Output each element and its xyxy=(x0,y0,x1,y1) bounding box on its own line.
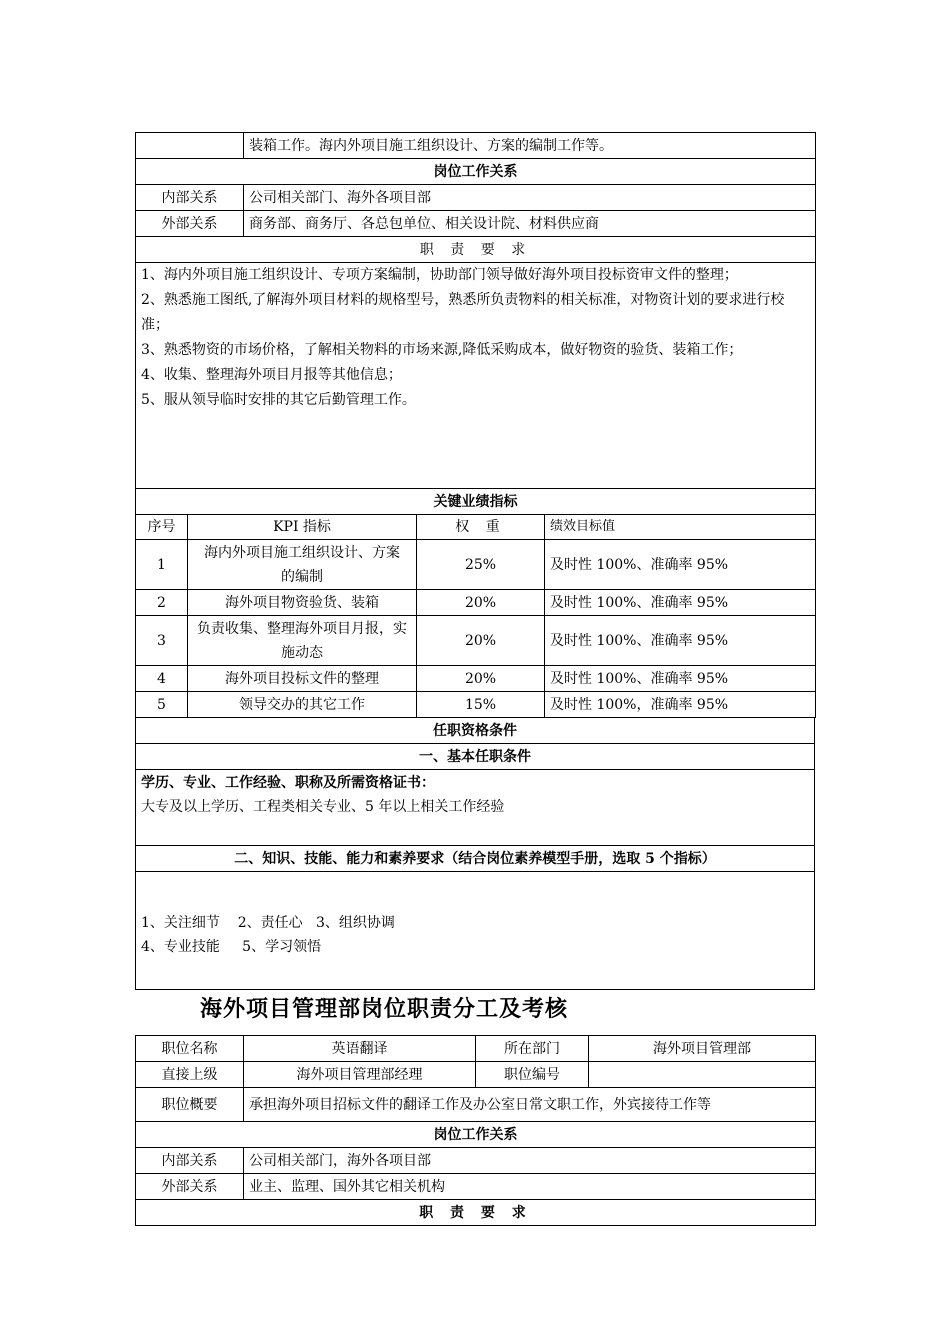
duties-header: 职 责 要 求 xyxy=(136,1200,816,1226)
external-value: 业主、监理、国外其它相关机构 xyxy=(244,1174,816,1200)
code-label: 职位编号 xyxy=(476,1062,589,1088)
duty-item: 2、熟悉施工图纸,了解海外项目材料的规格型号，熟悉所负责物料的相关标准，对物资计划的要求进行校准； xyxy=(141,292,785,333)
kpi-target: 及时性 100%、准确率 95% xyxy=(545,540,816,590)
kpi-no: 3 xyxy=(136,616,188,666)
kpi-weight: 25% xyxy=(417,540,545,590)
duties-header: 职 责 要 求 xyxy=(136,237,816,263)
job-table-continued xyxy=(135,132,815,990)
dept-value: 海外项目管理部 xyxy=(589,1036,816,1062)
summary-label: 职位概要 xyxy=(136,1088,244,1122)
duties-list xyxy=(136,263,816,489)
kpi-weight: 20% xyxy=(417,590,545,616)
duty-item: 1、海内外项目施工组织设计、专项方案编制，协助部门领导做好海外项目投标资审文件的整理； xyxy=(141,267,738,283)
kpi-target: 及时性 100%、准确率 95% xyxy=(545,666,816,692)
job-table-english-translator xyxy=(135,1035,815,1226)
kpi-no: 2 xyxy=(136,590,188,616)
superior-value: 海外项目管理部经理 xyxy=(244,1062,476,1088)
kpi-col-weight: 权 重 xyxy=(417,515,545,540)
kpi-name: 海外项目物资验货、装箱 xyxy=(188,590,417,616)
dept-label: 所在部门 xyxy=(476,1036,589,1062)
kpi-name: 海外项目投标文件的整理 xyxy=(188,666,417,692)
code-value xyxy=(589,1062,816,1088)
relations-table xyxy=(135,132,816,489)
qualification-header: 任职资格条件 xyxy=(136,718,815,744)
position-label: 职位名称 xyxy=(136,1036,244,1062)
table-row xyxy=(136,666,816,692)
kpi-name: 海内外项目施工组织设计、方案的编制 xyxy=(188,540,417,590)
superior-label: 直接上级 xyxy=(136,1062,244,1088)
empty-cell xyxy=(136,133,244,159)
kpi-table xyxy=(135,488,816,718)
position-value: 英语翻译 xyxy=(244,1036,476,1062)
external-label: 外部关系 xyxy=(136,1174,244,1200)
summary-value: 承担海外项目招标文件的翻译工作及办公室日常文职工作，外宾接待工作等 xyxy=(244,1088,816,1122)
qualification-table xyxy=(135,717,815,990)
internal-value: 公司相关部门、海外各项目部 xyxy=(244,185,816,211)
duty-item: 4、收集、整理海外项目月报等其他信息； xyxy=(141,367,402,383)
kpi-no: 5 xyxy=(136,692,188,718)
kpi-target: 及时性 100%、准确率 95% xyxy=(545,616,816,666)
table-row xyxy=(136,616,816,666)
kpi-weight: 20% xyxy=(417,616,545,666)
continued-text: 装箱工作。海内外项目施工组织设计、方案的编制工作等。 xyxy=(244,133,816,159)
kpi-weight: 15% xyxy=(417,692,545,718)
kpi-target: 及时性 100%，准确率 95% xyxy=(545,692,816,718)
page-title: 海外项目管理部岗位职责分工及考核 xyxy=(200,997,569,1022)
kpi-target: 及时性 100%、准确率 95% xyxy=(545,590,816,616)
kpi-no: 4 xyxy=(136,666,188,692)
skills-line: 1、关注细节 2、责任心 3、组织协调 xyxy=(141,914,395,931)
skills-header: 二、知识、技能、能力和素养要求（结合岗位素养模型手册，选取 5 个指标） xyxy=(136,846,815,872)
kpi-name: 领导交办的其它工作 xyxy=(188,692,417,718)
kpi-col-name: KPI 指标 xyxy=(188,515,417,540)
relations-header: 岗位工作关系 xyxy=(136,1122,816,1148)
external-label: 外部关系 xyxy=(136,211,244,237)
table-row xyxy=(136,692,816,718)
education-value: 大专及以上学历、工程类相关专业、5 年以上相关工作经验 xyxy=(141,799,505,815)
kpi-col-target: 绩效目标值 xyxy=(545,515,816,540)
kpi-name: 负责收集、整理海外项目月报，实施动态 xyxy=(188,616,417,666)
internal-label: 内部关系 xyxy=(136,185,244,211)
relations-header: 岗位工作关系 xyxy=(136,159,816,185)
duty-item: 5、服从领导临时安排的其它后勤管理工作。 xyxy=(141,392,416,408)
table-row xyxy=(136,540,816,590)
kpi-header: 关键业绩指标 xyxy=(136,489,816,515)
basic-header: 一、基本任职条件 xyxy=(136,744,815,770)
kpi-weight: 20% xyxy=(417,666,545,692)
internal-label: 内部关系 xyxy=(136,1148,244,1174)
skills-cell xyxy=(136,872,815,990)
table-row xyxy=(136,590,816,616)
kpi-col-no: 序号 xyxy=(136,515,188,540)
internal-value: 公司相关部门，海外各项目部 xyxy=(244,1148,816,1174)
education-cell xyxy=(136,770,815,846)
education-label: 学历、专业、工作经验、职称及所需资格证书： xyxy=(141,775,435,791)
duty-item: 3、熟悉物资的市场价格，了解相关物料的市场来源,降低采购成本，做好物资的验货、装箱工作； xyxy=(141,342,743,358)
skills-line: 4、专业技能 5、学习领悟 xyxy=(141,938,322,955)
position-table xyxy=(135,1035,816,1226)
external-value: 商务部、商务厅、各总包单位、相关设计院、材料供应商 xyxy=(244,211,816,237)
kpi-no: 1 xyxy=(136,540,188,590)
